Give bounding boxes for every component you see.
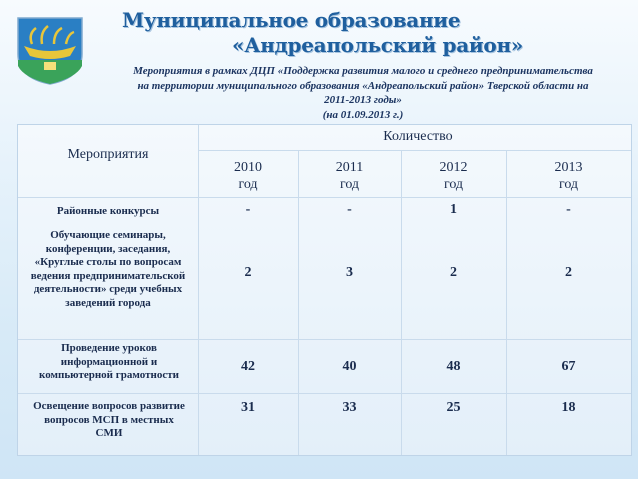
year-number: 2011 xyxy=(335,160,364,175)
year-word: год xyxy=(339,177,360,192)
table-cell: 33 xyxy=(342,400,357,415)
row-label: Проведение уроков информационной и компьютерной грамотности xyxy=(39,342,179,381)
subtitle-line: 2011-2013 годы» xyxy=(324,94,402,106)
title-line-1: Муниципальное образование xyxy=(122,8,461,32)
year-word: год xyxy=(238,177,258,192)
table-cell: 42 xyxy=(241,359,255,374)
table-cell: - xyxy=(347,202,352,217)
coat-of-arms xyxy=(14,14,86,86)
year-word: год xyxy=(558,177,579,192)
year-2011 xyxy=(298,159,401,193)
row-label: Обучающие семинары, конференции, заседания, «Круглые столы по вопросам ведения предпринимательской деятельности» среди учебных заведений города xyxy=(30,229,186,309)
year-number: 2013 xyxy=(554,160,583,175)
table-cell: - xyxy=(566,202,571,217)
divider xyxy=(18,339,631,340)
divider xyxy=(18,197,631,198)
table-cell: 25 xyxy=(446,400,461,415)
table-cell: - xyxy=(245,202,251,217)
year-2013 xyxy=(506,159,631,193)
table-cell: 2 xyxy=(565,265,572,280)
table-cell: 31 xyxy=(241,400,255,415)
subtitle-line: Мероприятия в рамках ДЦП «Поддержка развития малого и среднего предпринимательства xyxy=(133,65,593,77)
subtitle xyxy=(96,64,630,122)
table-cell: 2 xyxy=(450,265,457,280)
year-word: год xyxy=(443,177,464,192)
year-number: 2010 xyxy=(234,160,262,175)
table-cell: 1 xyxy=(450,202,457,217)
title-line-2: «Андреапольский район» xyxy=(232,33,523,57)
header-quantity: Количество xyxy=(383,129,453,144)
table-cell: 2 xyxy=(244,265,252,280)
year-2012 xyxy=(401,159,506,193)
table-cell: 40 xyxy=(342,359,357,374)
table-cell: 18 xyxy=(561,400,576,415)
subtitle-line: (на 01.09.2013 г.) xyxy=(322,108,404,121)
year-number: 2012 xyxy=(439,160,468,175)
header-events: Мероприятия xyxy=(67,147,149,162)
table-cell: 3 xyxy=(346,265,353,280)
divider xyxy=(18,393,631,394)
table-cell: 67 xyxy=(561,359,576,374)
row-label: Районные конкурсы xyxy=(56,205,160,217)
divider xyxy=(198,150,631,151)
coat-of-arms-icon xyxy=(14,14,86,86)
table-cell: 48 xyxy=(446,359,461,374)
row-label: Освещение вопросов развитие вопросов МСП в местных СМИ xyxy=(33,400,185,439)
year-2010 xyxy=(198,159,298,193)
subtitle-line: на территории муниципального образования «Андреапольский район» Тверской области на xyxy=(137,79,589,92)
events-table xyxy=(17,124,632,456)
